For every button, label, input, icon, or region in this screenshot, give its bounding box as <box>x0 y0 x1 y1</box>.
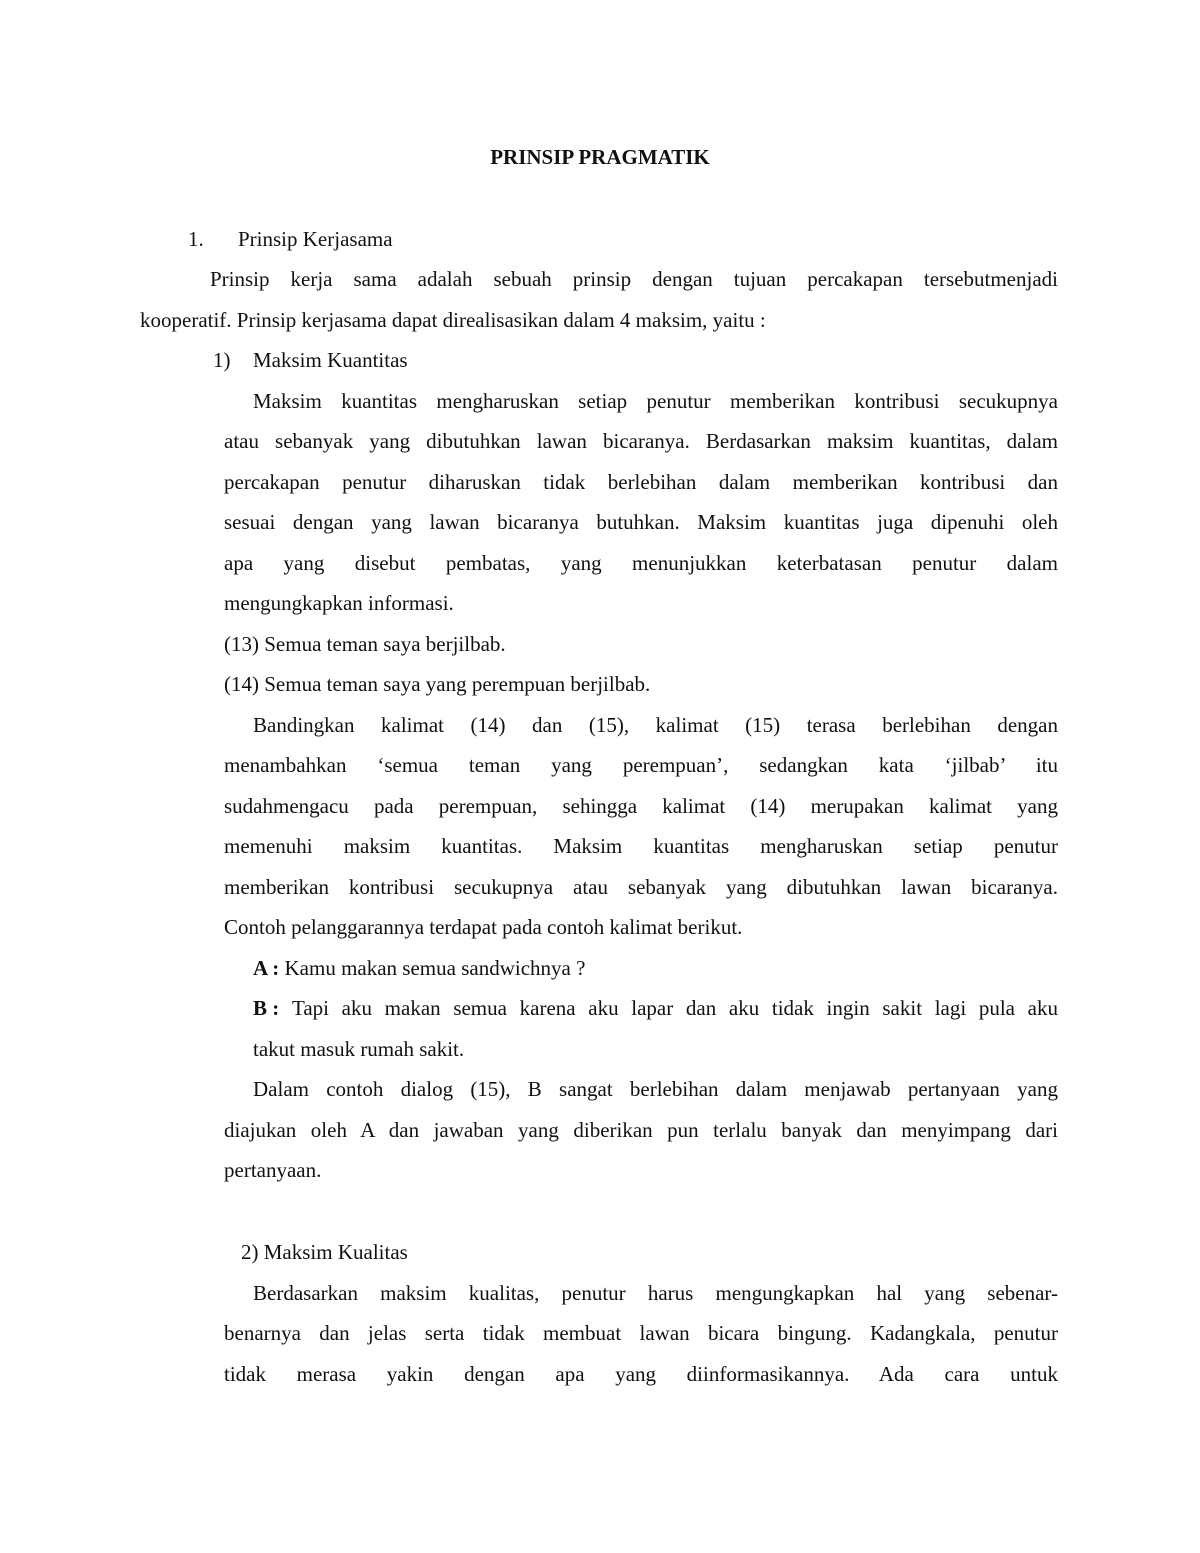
dialog-text: Kamu makan semua sandwichnya ? <box>284 956 586 980</box>
paragraph-line: apa yang disebut pembatas, yang menunjukkan keterbatasan penutur dalam <box>224 551 1058 575</box>
paragraph-line: menambahkan ‘semua teman yang perempuan’, sedangkan kata ‘jilbab’ itu <box>224 753 1058 777</box>
paragraph-line: mengungkapkan informasi. <box>224 591 454 615</box>
paragraph-line: diajukan oleh A dan jawaban yang diberikan pun terlalu banyak dan menyimpang dari <box>224 1118 1058 1142</box>
dialog-speaker: A : <box>253 956 280 980</box>
dialog-line-a <box>253 954 585 982</box>
document-title: PRINSIP PRAGMATIK <box>490 145 710 169</box>
maxim-number: 1) <box>213 348 231 372</box>
intro-line: kooperatif. Prinsip kerjasama dapat direalisasikan dalam 4 maksim, yaitu : <box>140 308 766 332</box>
section-number: 1. <box>188 227 204 251</box>
dialog-text: Tapi aku makan semua karena aku lapar dan aku tidak ingin sakit lagi pula aku <box>292 996 1058 1020</box>
paragraph-line: percakapan penutur diharuskan tidak berlebihan dalam memberikan kontribusi dan <box>224 470 1058 494</box>
paragraph-line: pertanyaan. <box>224 1158 322 1182</box>
paragraph-line: atau sebanyak yang dibutuhkan lawan bicaranya. Berdasarkan maksim kuantitas, dalam <box>224 429 1058 453</box>
section-heading: Prinsip Kerjasama <box>238 227 393 251</box>
dialog-text: takut masuk rumah sakit. <box>253 1037 465 1061</box>
maxim-heading: 2) Maksim Kualitas <box>241 1240 408 1264</box>
paragraph-line: tidak merasa yakin dengan apa yang diinformasikannya. Ada cara untuk <box>224 1362 1058 1386</box>
maxim-heading: Maksim Kuantitas <box>253 348 408 372</box>
paragraph-line: Maksim kuantitas mengharuskan setiap penutur memberikan kontribusi secukupnya <box>253 389 1058 413</box>
intro-line: Prinsip kerja sama adalah sebuah prinsip dengan tujuan percakapan tersebutmenjadi <box>210 267 1058 291</box>
paragraph-line: Dalam contoh dialog (15), B sangat berlebihan dalam menjawab pertanyaan yang <box>253 1077 1058 1101</box>
paragraph-line: sesuai dengan yang lawan bicaranya butuhkan. Maksim kuantitas juga dipenuhi oleh <box>224 510 1058 534</box>
paragraph-line: Contoh pelanggarannya terdapat pada contoh kalimat berikut. <box>224 915 743 939</box>
paragraph-line: Berdasarkan maksim kualitas, penutur harus mengungkapkan hal yang sebenar- <box>253 1281 1058 1305</box>
paragraph-line: memenuhi maksim kuantitas. Maksim kuantitas mengharuskan setiap penutur <box>224 834 1058 858</box>
paragraph-line: sudahmengacu pada perempuan, sehingga kalimat (14) merupakan kalimat yang <box>224 794 1058 818</box>
paragraph-line: benarnya dan jelas serta tidak membuat lawan bicara bingung. Kadangkala, penutur <box>224 1321 1058 1345</box>
example-sentence: (13) Semua teman saya berjilbab. <box>224 632 506 656</box>
paragraph-line: Bandingkan kalimat (14) dan (15), kalimat (15) terasa berlebihan dengan <box>253 713 1058 737</box>
paragraph-line: memberikan kontribusi secukupnya atau sebanyak yang dibutuhkan lawan bicaranya. <box>224 875 1058 899</box>
example-sentence: (14) Semua teman saya yang perempuan berjilbab. <box>224 672 651 696</box>
dialog-speaker: B : <box>253 996 280 1020</box>
